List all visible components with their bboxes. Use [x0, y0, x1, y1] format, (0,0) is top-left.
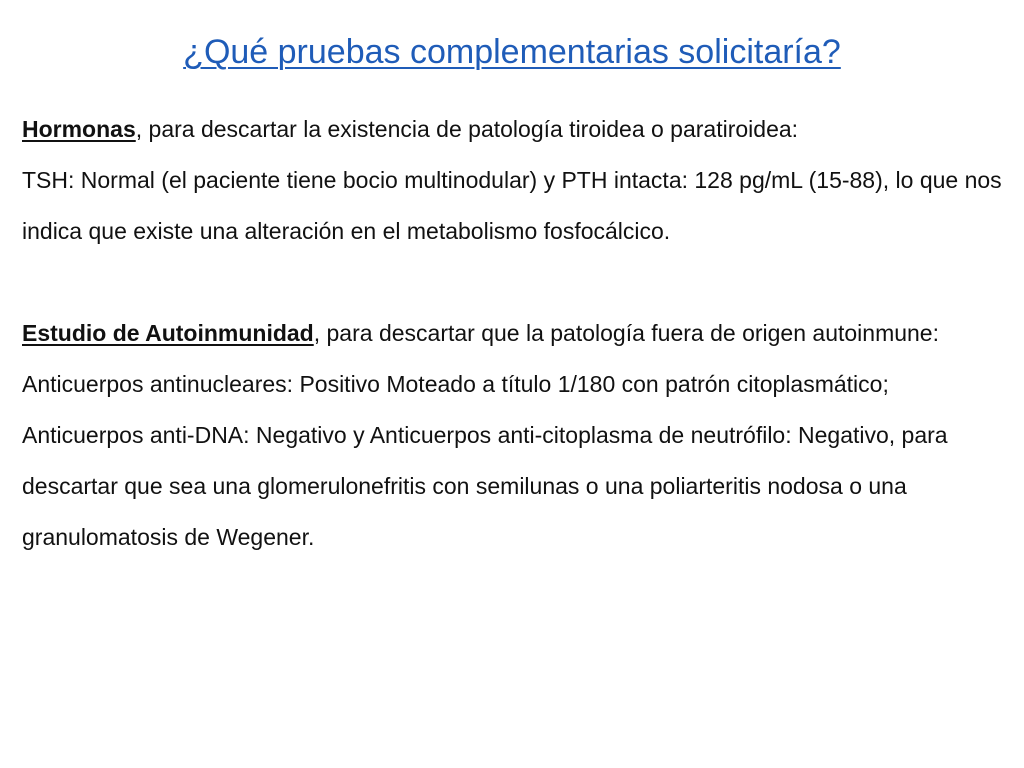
autoinmunidad-results: Anticuerpos antinucleares: Positivo Moteado a título 1/180 con patrón citoplasmático; Anticuerpos anti-DNA: Negativo y Anticuerpos anti-citoplasma de neutrófilo: Negativo, para descartar que sea una glomerulonefritis con semilunas o una poliarteritis nodosa o una granulomatosis de Wegener. — [22, 371, 948, 550]
hormonas-intro — [22, 104, 1007, 155]
hormonas-intro-text: , para descartar la existencia de patología tiroidea o paratiroidea: — [135, 116, 799, 142]
hormonas-results: TSH: Normal (el paciente tiene bocio multinodular) y PTH intacta: 128 pg/mL (15-88), lo que nos indica que existe una alteración en el metabolismo fosfocálcico. — [22, 167, 1002, 244]
autoinmunidad-intro — [22, 308, 1007, 359]
slide-body — [22, 104, 1007, 563]
section-spacer — [22, 257, 1007, 308]
autoinmunidad-intro-text: , para descartar que la patología fuera de origen autoinmune: — [313, 320, 939, 346]
hormonas-heading: Hormonas — [22, 116, 136, 142]
autoinmunidad-heading: Estudio de Autoinmunidad — [22, 320, 314, 346]
slide-title: ¿Qué pruebas complementarias solicitaría? — [183, 33, 841, 71]
